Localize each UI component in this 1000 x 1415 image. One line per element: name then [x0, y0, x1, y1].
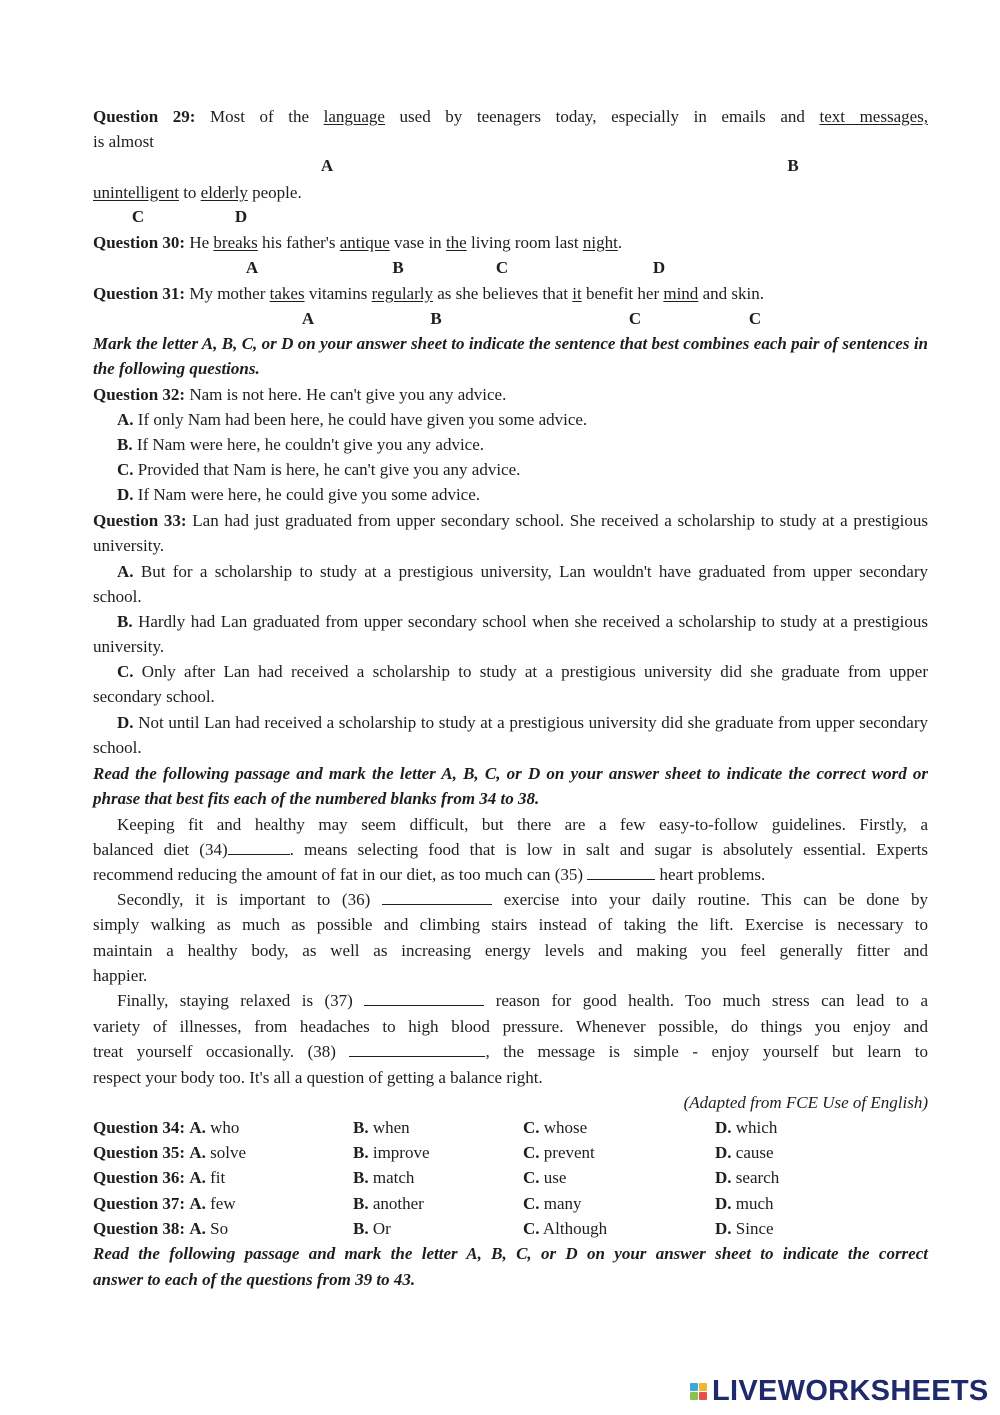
choice-row-34: Question 34: A. who [93, 1118, 240, 1137]
instruction-passage: Read the following passage and mark the letter A, B, C, or D on your answer sheet to indicate the correct word or phrase that best fits each of the numbered blanks from 34 to 38. [93, 764, 928, 808]
passage-line: Keeping fit and healthy may seem difficult, but there are a few easy-to-follow guidelines. Firstly, a [117, 815, 928, 834]
passage-line: happier. [93, 966, 148, 985]
underlined-option-d: elderly [200, 183, 248, 202]
choice-d[interactable]: D. which [715, 1118, 778, 1137]
q29-line-1: Question 29: Most of the language used by teenagers today, especially in emails and text messages, [93, 107, 929, 126]
blank-37[interactable] [364, 990, 484, 1006]
passage-line: recommend reducing the amount of fat in our diet, as too much can (35) heart problems. [93, 865, 766, 884]
q33-option-a[interactable]: A. But for a scholarship to study at a prestigious university, Lan wouldn't have graduated from upper secondary school. [93, 562, 928, 606]
choice-b[interactable]: B. improve [353, 1143, 430, 1162]
underlined-option-b: antique [339, 233, 390, 252]
q32-option-a[interactable]: A. If only Nam had been here, he could have given you some advice. [117, 410, 588, 429]
passage-line: Secondly, it is important to (36) exercise into your daily routine. This can be done by [117, 890, 929, 909]
blank-38[interactable] [349, 1041, 485, 1057]
passage-source: (Adapted from FCE Use of English) [683, 1093, 928, 1112]
blank-36[interactable] [382, 889, 492, 905]
passage-line: Finally, staying relaxed is (37) reason for good health. Too much stress can lead to a [117, 991, 929, 1010]
passage-line: variety of illnesses, from headaches to high blood pressure. Whenever possible, do things you enjoy and [93, 1017, 928, 1036]
q31-line: Question 31: My mother takes vitamins regularly as she believes that it benefit her mind and skin. [93, 284, 764, 303]
option-letter: A [245, 258, 259, 277]
choice-row-36: Question 36: A. fit [93, 1168, 226, 1187]
question-number: Question 32: [93, 385, 186, 404]
choice-c[interactable]: C. whose [523, 1118, 588, 1137]
q33-option-b[interactable]: B. Hardly had Lan graduated from upper secondary school when she received a scholarship to study at a prestigious university. [93, 612, 928, 656]
instruction-combine: Mark the letter A, B, C, or D on your answer sheet to indicate the sentence that best combines each pair of sentences in the following questions. [93, 334, 928, 378]
underlined-option-b: regularly [371, 284, 433, 303]
logo-square [690, 1392, 698, 1400]
q32-option-c[interactable]: C. Provided that Nam is here, he can't give you any advice. [117, 460, 521, 479]
choice-row-35: Question 35: A. solve [93, 1143, 247, 1162]
option-letter: D [234, 207, 248, 226]
choice-d[interactable]: D. search [715, 1168, 780, 1187]
instruction-reading: Read the following passage and mark the letter A, B, C, or D on your answer sheet to indicate the correct [93, 1244, 928, 1263]
choice-row-37: Question 37: A. few [93, 1194, 236, 1213]
logo-square [699, 1383, 707, 1391]
option-letter: B [787, 156, 799, 175]
passage-line: balanced diet (34) . means selecting food that is low in salt and sugar is absolutely essential. Experts [93, 840, 928, 859]
q29-line-3: unintelligent to elderly people. [93, 183, 302, 202]
question-number: Question 29: [93, 107, 196, 126]
option-letter: A [301, 309, 315, 328]
question-number: Question 31: [93, 284, 186, 303]
logo-grid-icon [690, 1383, 707, 1400]
q33-option-d[interactable]: D. Not until Lan had received a scholarship to study at a prestigious university did she graduate from upper secondary school. [93, 713, 929, 757]
passage-line: maintain a healthy body, as well as increasing energy levels and making you feel generally fitter and [93, 941, 928, 960]
liveworksheets-logo[interactable] [690, 1374, 989, 1408]
option-letter: C [495, 258, 509, 277]
q32-option-d[interactable]: D. If Nam were here, he could give you some advice. [117, 485, 481, 504]
logo-text: LIVEWORKSHEETS [712, 1374, 989, 1407]
option-letter: C [748, 309, 762, 328]
underlined-option-b: text messages, [819, 107, 929, 126]
option-letter: B [430, 309, 442, 328]
underlined-option-c: the [445, 233, 467, 252]
blank-34[interactable] [228, 839, 290, 855]
q32-stem: Question 32: Nam is not here. He can't give you any advice. [93, 385, 507, 404]
underlined-option-a: breaks [213, 233, 258, 252]
logo-square [699, 1392, 707, 1400]
choice-row-38: Question 38: A. So [93, 1219, 229, 1238]
question-number: Question 30: [93, 233, 186, 252]
underlined-option-c: it [572, 284, 582, 303]
option-letter: A [320, 156, 334, 175]
underlined-option-d: mind [663, 284, 699, 303]
option-letter: C [131, 207, 145, 226]
blank-35[interactable] [587, 864, 655, 880]
q29-line-2: is almost [93, 132, 154, 151]
question-number: Question 33: [93, 511, 187, 530]
choice-c[interactable]: C. prevent [523, 1143, 595, 1162]
underlined-option-a: takes [269, 284, 305, 303]
q33-stem: Question 33: Lan had just graduated from upper secondary school. She received a scholarship to study at a prestigious university. [93, 511, 929, 555]
choice-d[interactable]: D. Since [715, 1219, 774, 1238]
underlined-option-d: night [582, 233, 618, 252]
passage-line: simply walking as much as possible and climbing stairs instead of taking the lift. Exercise is necessary to [93, 915, 928, 934]
option-letter: B [392, 258, 404, 277]
choice-b[interactable]: B. match [353, 1168, 415, 1187]
choice-d[interactable]: D. cause [715, 1143, 774, 1162]
underlined-option-c: unintelligent [93, 183, 179, 202]
underlined-option-a: language [323, 107, 385, 126]
passage-line: treat yourself occasionally. (38) , the message is simple - enjoy yourself but learn to [93, 1042, 929, 1061]
q30-line: Question 30: He breaks his father's antique vase in the living room last night. [93, 233, 623, 252]
choice-b[interactable]: B. when [353, 1118, 410, 1137]
logo-square [690, 1383, 698, 1391]
instruction-reading-cont: answer to each of the questions from 39 to 43. [93, 1270, 416, 1289]
choice-d[interactable]: D. much [715, 1194, 774, 1213]
option-letter: D [652, 258, 666, 277]
passage-line: respect your body too. It's all a question of getting a balance right. [93, 1068, 543, 1087]
option-letter: C [628, 309, 642, 328]
choice-b[interactable]: B. another [353, 1194, 424, 1213]
choice-c[interactable]: C. use [523, 1168, 567, 1187]
q32-option-b[interactable]: B. If Nam were here, he couldn't give you any advice. [117, 435, 485, 454]
choice-c[interactable]: C. Although [523, 1219, 608, 1238]
q33-option-c[interactable]: C. Only after Lan had received a scholarship to study at a prestigious university did she graduate from upper secondary school. [93, 662, 928, 706]
choice-b[interactable]: B. Or [353, 1219, 391, 1238]
choice-c[interactable]: C. many [523, 1194, 582, 1213]
